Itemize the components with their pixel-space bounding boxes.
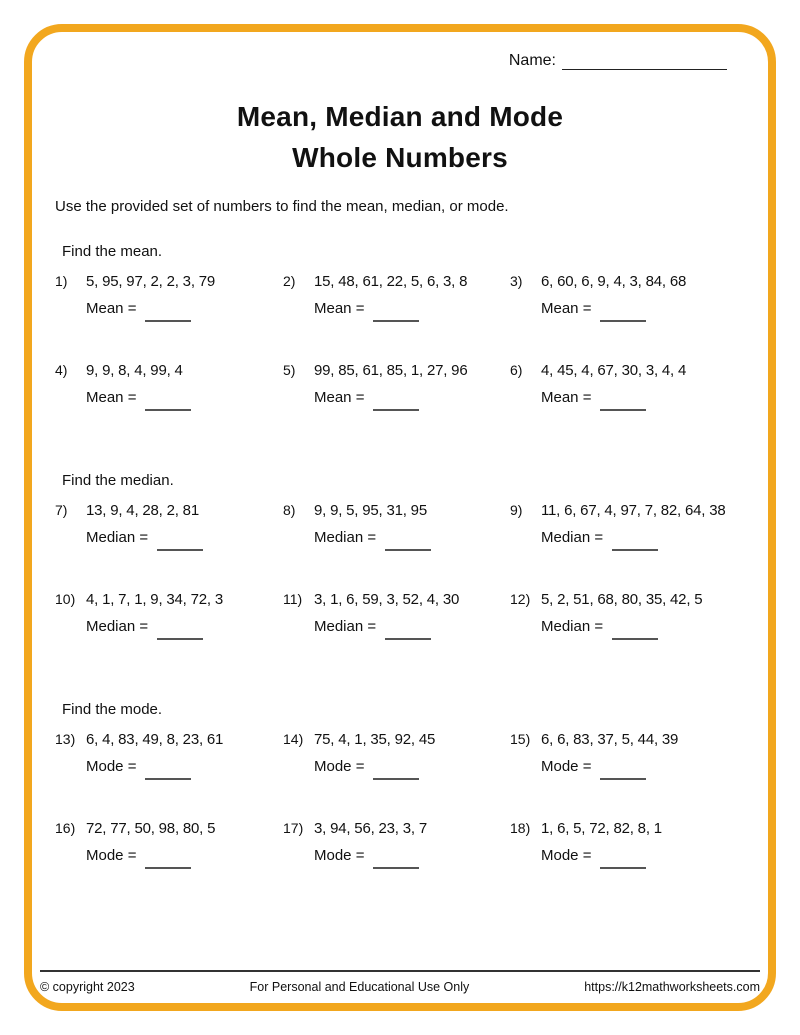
problem-item xyxy=(283,502,510,546)
problem-number: 16) xyxy=(55,820,76,836)
problem-item xyxy=(510,731,745,775)
name-row xyxy=(55,52,745,70)
problem-item xyxy=(510,591,745,635)
answer-label: Median = xyxy=(314,618,377,635)
answer-row xyxy=(314,529,431,546)
problem-numbers: 11, 6, 67, 4, 97, 7, 82, 64, 38 xyxy=(541,502,726,519)
answer-row xyxy=(541,300,686,317)
answer-label: Mean = xyxy=(541,389,592,406)
problem-numbers: 4, 45, 4, 67, 30, 3, 4, 4 xyxy=(541,362,687,379)
problem-number: 13) xyxy=(55,731,76,747)
problem-item xyxy=(510,362,745,406)
answer-row xyxy=(314,300,467,317)
answer-row xyxy=(86,758,223,775)
problem-item xyxy=(55,502,283,546)
problem-numbers: 99, 85, 61, 85, 1, 27, 96 xyxy=(314,362,468,379)
problem-item xyxy=(283,273,510,317)
name-blank-line xyxy=(562,54,727,70)
problem-grid xyxy=(55,273,745,406)
answer-blank-line xyxy=(600,766,646,780)
problem-item xyxy=(55,820,283,864)
answer-blank-line xyxy=(373,766,419,780)
answer-row xyxy=(541,847,662,864)
answer-label: Median = xyxy=(86,618,149,635)
answer-row xyxy=(86,300,215,317)
problem-number: 17) xyxy=(283,820,304,836)
answer-row xyxy=(86,389,191,406)
problem-number: 4) xyxy=(55,362,68,378)
problem-numbers: 6, 4, 83, 49, 8, 23, 61 xyxy=(86,731,224,748)
answer-label: Median = xyxy=(86,529,149,546)
problem-numbers: 5, 95, 97, 2, 2, 3, 79 xyxy=(86,273,216,290)
answer-label: Mean = xyxy=(86,389,137,406)
answer-label: Mean = xyxy=(314,389,365,406)
section-heading: Find the median. xyxy=(62,472,174,489)
section-heading: Find the mode. xyxy=(62,701,163,718)
answer-blank-line xyxy=(373,397,419,411)
answer-label: Mode = xyxy=(86,847,137,864)
answer-label: Median = xyxy=(541,529,604,546)
answer-blank-line xyxy=(385,626,431,640)
problem-numbers: 9, 9, 8, 4, 99, 4 xyxy=(86,362,183,379)
problem-number: 11) xyxy=(283,591,303,607)
problem-item xyxy=(283,591,510,635)
answer-row xyxy=(314,847,427,864)
problem-numbers: 3, 1, 6, 59, 3, 52, 4, 30 xyxy=(314,591,460,608)
answer-blank-line xyxy=(600,308,646,322)
answer-blank-line xyxy=(385,537,431,551)
problem-item xyxy=(510,502,745,546)
problem-number: 3) xyxy=(510,273,523,289)
problem-number: 9) xyxy=(510,502,523,518)
problem-numbers: 15, 48, 61, 22, 5, 6, 3, 8 xyxy=(314,273,468,290)
answer-row xyxy=(86,529,203,546)
problem-numbers: 4, 1, 7, 1, 9, 34, 72, 3 xyxy=(86,591,223,608)
problem-number: 12) xyxy=(510,591,531,607)
problem-numbers: 9, 9, 5, 95, 31, 95 xyxy=(314,502,427,519)
answer-blank-line xyxy=(157,537,203,551)
problem-number: 1) xyxy=(55,273,68,289)
answer-row xyxy=(541,758,678,775)
problem-item xyxy=(55,273,283,317)
answer-label: Mode = xyxy=(86,758,137,775)
answer-blank-line xyxy=(373,308,419,322)
footer-copyright: © copyright 2023 xyxy=(40,980,135,994)
footer-website-url: https://k12mathworksheets.com xyxy=(584,980,760,994)
answer-row xyxy=(86,618,223,635)
problem-item xyxy=(283,820,510,864)
answer-label: Mean = xyxy=(541,300,592,317)
problem-item xyxy=(283,731,510,775)
problem-numbers: 1, 6, 5, 72, 82, 8, 1 xyxy=(541,820,662,837)
problem-number: 6) xyxy=(510,362,523,378)
problem-numbers: 5, 2, 51, 68, 80, 35, 42, 5 xyxy=(541,591,703,608)
problem-item xyxy=(283,362,510,406)
problem-number: 18) xyxy=(510,820,531,836)
problem-item xyxy=(510,273,745,317)
answer-row xyxy=(541,529,726,546)
answer-blank-line xyxy=(157,626,203,640)
answer-blank-line xyxy=(600,855,646,869)
answer-label: Mean = xyxy=(86,300,137,317)
problem-item xyxy=(55,731,283,775)
problem-numbers: 72, 77, 50, 98, 80, 5 xyxy=(86,820,216,837)
answer-label: Mode = xyxy=(541,758,592,775)
answer-label: Mode = xyxy=(541,847,592,864)
answer-row xyxy=(541,389,686,406)
answer-label: Median = xyxy=(314,529,377,546)
problem-numbers: 6, 60, 6, 9, 4, 3, 84, 68 xyxy=(541,273,687,290)
problem-item xyxy=(55,591,283,635)
answer-blank-line xyxy=(145,855,191,869)
answer-blank-line xyxy=(373,855,419,869)
answer-row xyxy=(314,758,435,775)
answer-row xyxy=(86,847,215,864)
answer-label: Mode = xyxy=(314,847,365,864)
problem-number: 7) xyxy=(55,502,68,518)
problem-number: 5) xyxy=(283,362,296,378)
answer-row xyxy=(314,618,459,635)
instruction-text: Use the provided set of numbers to find the mean, median, or mode. xyxy=(55,198,509,215)
problem-grid xyxy=(55,502,745,635)
answer-row xyxy=(314,389,467,406)
answer-blank-line xyxy=(145,397,191,411)
page-footer xyxy=(40,970,760,994)
page-title xyxy=(55,96,745,178)
answer-blank-line xyxy=(600,397,646,411)
problem-item xyxy=(510,820,745,864)
answer-blank-line xyxy=(145,766,191,780)
problem-grid xyxy=(55,731,745,864)
answer-label: Mode = xyxy=(314,758,365,775)
section-heading: Find the mean. xyxy=(62,243,163,260)
answer-blank-line xyxy=(612,537,658,551)
answer-label: Median = xyxy=(541,618,604,635)
title-line-2: Whole Numbers xyxy=(292,142,508,173)
problem-number: 15) xyxy=(510,731,531,747)
answer-row xyxy=(541,618,702,635)
section-mode xyxy=(55,701,745,864)
section-median xyxy=(55,472,745,635)
problem-number: 10) xyxy=(55,591,76,607)
section-mean xyxy=(55,243,745,406)
problem-number: 8) xyxy=(283,502,296,518)
problem-number: 2) xyxy=(283,273,296,289)
problem-numbers: 3, 94, 56, 23, 3, 7 xyxy=(314,820,427,837)
problem-numbers: 6, 6, 83, 37, 5, 44, 39 xyxy=(541,731,679,748)
answer-label: Mean = xyxy=(314,300,365,317)
problem-item xyxy=(55,362,283,406)
footer-usage-note: For Personal and Educational Use Only xyxy=(249,980,470,994)
problem-numbers: 75, 4, 1, 35, 92, 45 xyxy=(314,731,436,748)
title-line-1: Mean, Median and Mode xyxy=(236,101,564,132)
problem-number: 14) xyxy=(283,731,304,747)
problem-numbers: 13, 9, 4, 28, 2, 81 xyxy=(86,502,199,519)
answer-blank-line xyxy=(612,626,658,640)
name-label: Name: xyxy=(508,52,556,69)
answer-blank-line xyxy=(145,308,191,322)
